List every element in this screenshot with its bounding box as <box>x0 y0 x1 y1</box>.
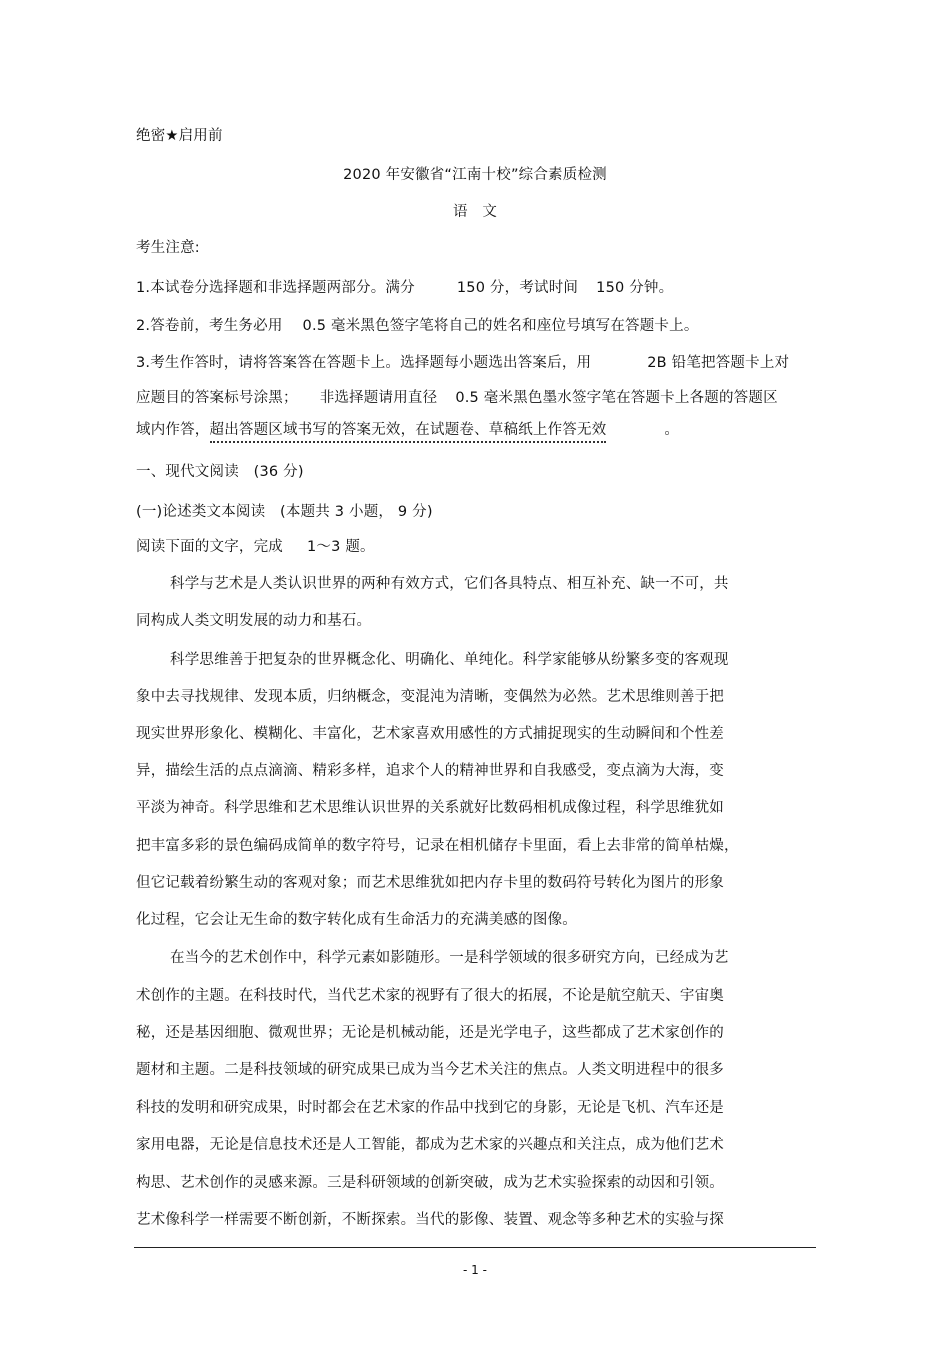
notice-item-3-line-2 <box>136 388 778 408</box>
notice-item-3-part-h: 。 <box>664 422 680 438</box>
passage-line-4: 象中去寻找规律、发现本质，归纳概念，变混沌为清晰，变偶然为必然。艺术思维则善于把 <box>136 689 724 705</box>
passage-line-16: 家用电器，无论是信息技术还是人工智能，都成为艺术家的兴趣点和关注点，成为他们艺术 <box>136 1137 724 1153</box>
reading-instruction-part-b: 1～3 题。 <box>307 539 375 555</box>
footer-divider <box>134 1247 816 1248</box>
passage-line-2: 同构成人类文明发展的动力和基石。 <box>136 613 372 629</box>
passage-line-10: 化过程，它会让无生命的数字转化成有生命活力的充满美感的图像。 <box>136 912 577 928</box>
passage-line-7: 平淡为神奇。科学思维和艺术思维认识世界的关系就好比数码相机成像过程，科学思维犹如 <box>136 800 724 816</box>
passage-line-17: 构思、艺术创作的灵感来源。三是科研领域的创新突破，成为艺术实验探索的动因和引领。 <box>136 1175 724 1191</box>
notice-item-3-line-3 <box>136 420 679 440</box>
emphasis-warning-text: 超出答题区域书写的答案无效，在试题卷、草稿纸上作答无效 <box>210 422 607 443</box>
notice-item-1 <box>136 278 673 298</box>
notice-item-1-part-a: 1.本试卷分选择题和非选择题两部分。满分 <box>136 280 415 296</box>
reading-instruction-part-a: 阅读下面的文字，完成 <box>136 539 283 555</box>
page-number: - 1 - <box>463 1263 487 1277</box>
notice-item-2 <box>136 316 699 336</box>
notice-item-3-part-d: 非选择题请用直径 <box>319 390 438 406</box>
notice-item-3-part-a: 3.考生作答时，请将答案答在答题卡上。选择题每小题选出答案后，用 <box>136 355 592 371</box>
passage-line-5: 现实世界形象化、模糊化、丰富化，艺术家喜欢用感性的方式捕捉现实的生动瞬间和个性差 <box>136 726 724 742</box>
passage-line-9: 但它记载着纷繁生动的客观对象；而艺术思维犹如把内存卡里的数码符号转化为图片的形象 <box>136 875 724 891</box>
notice-item-2-part-b: 0.5 毫米黑色签字笔将自己的姓名和座位号填写在答题卡上。 <box>302 318 699 334</box>
passage-line-15: 科技的发明和研究成果，时时都会在艺术家的作品中找到它的身影，无论是飞机、汽车还是 <box>136 1100 724 1116</box>
notice-item-3-part-b: 2B 铅笔把答题卡上对 <box>647 355 790 371</box>
confidential-mark: 绝密★启用前 <box>136 128 223 144</box>
notice-item-1-part-b: 150 分，考试时间 <box>456 280 579 296</box>
passage-line-18: 艺术像科学一样需要不断创新，不断探索。当代的影像、装置、观念等多种艺术的实验与探 <box>136 1212 724 1228</box>
notice-item-3-line-1 <box>136 353 789 373</box>
passage-line-3: 科学思维善于把复杂的世界概念化、明确化、单纯化。科学家能够从纷繁多变的客观现 <box>170 652 729 668</box>
passage-line-1: 科学与艺术是人类认识世界的两种有效方式，它们各具特点、相互补充、缺一不可，共 <box>170 576 729 592</box>
notice-item-2-part-a: 2.答卷前，考生务必用 <box>136 318 283 334</box>
subject-title: 语 文 <box>452 204 498 220</box>
notice-item-3-part-e: 0.5 毫米黑色墨水签字笔在答题卡上各题的答题区 <box>455 390 778 406</box>
notice-item-1-part-c: 150 分钟。 <box>596 280 674 296</box>
passage-line-6: 异，描绘生活的点点滴滴、精彩多样，追求个人的精神世界和自我感受，变点滴为大海，变 <box>136 763 724 779</box>
passage-line-13: 秘，还是基因细胞、微观世界；无论是机械动能，还是光学电子，这些都成了艺术家创作的 <box>136 1025 724 1041</box>
passage-line-14: 题材和主题。二是科技领域的研究成果已成为当今艺术关注的焦点。人类文明进程中的很多 <box>136 1062 724 1078</box>
notice-heading: 考生注意: <box>136 240 200 256</box>
passage-line-12: 术创作的主题。在科技时代，当代艺术家的视野有了很大的拓展，不论是航空航天、宇宙奥 <box>136 988 724 1004</box>
section-title: 一、现代文阅读 (36 分) <box>136 464 304 480</box>
passage-line-11: 在当今的艺术创作中，科学元素如影随形。一是科学领域的很多研究方向，已经成为艺 <box>170 950 729 966</box>
notice-item-3-part-f: 域内作答， <box>136 422 210 438</box>
notice-item-3-part-c: 应题目的答案标号涂黑； <box>136 390 298 406</box>
reading-instruction <box>136 537 375 557</box>
exam-title: 2020 年安徽省“江南十校”综合素质检测 <box>343 167 607 183</box>
passage-line-8: 把丰富多彩的景色编码成简单的数字符号，记录在相机储存卡里面，看上去非常的简单枯燥， <box>136 838 739 854</box>
subsection-title: (一)论述类文本阅读 (本题共 3 小题， 9 分) <box>136 504 433 520</box>
